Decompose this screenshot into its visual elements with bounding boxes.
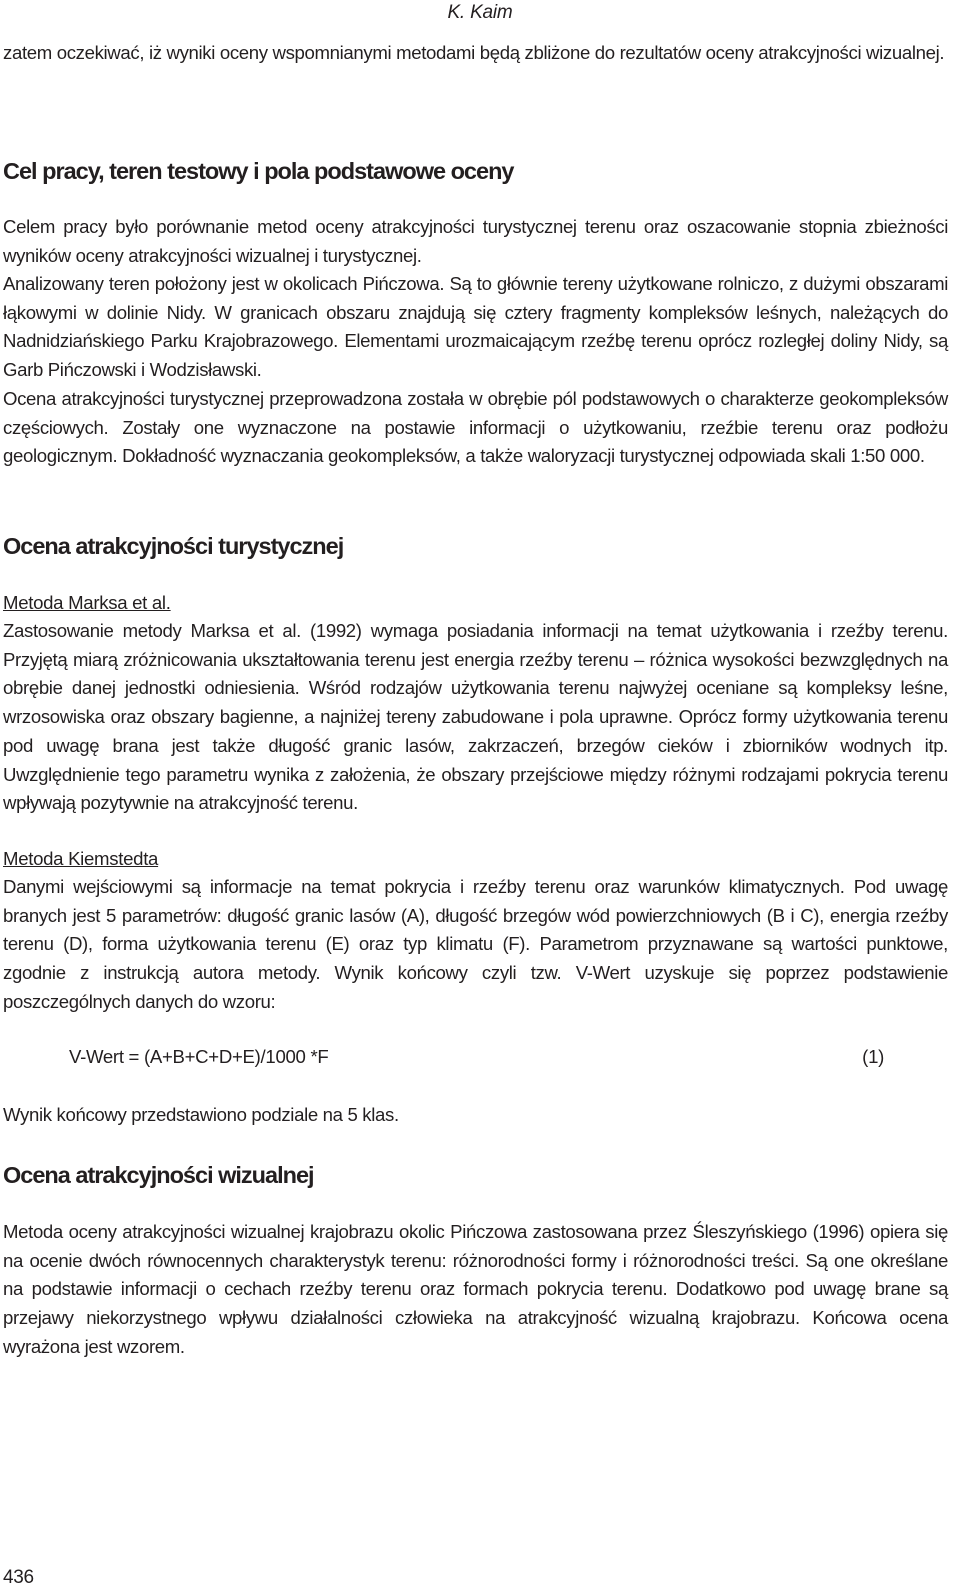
- page-number: 436: [3, 1567, 34, 1588]
- section-heading-goal: Cel pracy, teren testowy i pola podstawowe oceny: [3, 158, 514, 184]
- paragraph-result-classes: Wynik końcowy przedstawiono podziale na 5 klas.: [3, 1104, 399, 1125]
- method-title-kiemstedt: Metoda Kiemstedta: [3, 848, 159, 869]
- running-head: K. Kaim: [447, 2, 513, 23]
- formula-number: (1): [862, 1046, 884, 1067]
- section-heading-visual-attractiveness: Ocena atrakcyjności wizualnej: [3, 1162, 314, 1188]
- intro-paragraph: zatem oczekiwać, iż wyniki oceny wspomnianymi metodami będą zbliżone do rezultatów oceny atrakcyjności wizualnej.: [3, 42, 945, 63]
- paragraph-assessment-units: Ocena atrakcyjności turystycznej przeprowadzona została w obrębie pól podstawowych o charakterze geokompleksów częściowych. Zostały one wyznaczone na postawie informacji o użytkowaniu, rzeźbie terenu oraz podłożu geologicznym. Dokładność wyznaczania geokompleksów, a także waloryzacji turystycznej odpowiada skali 1:50 000.: [3, 388, 948, 467]
- section-heading-tourist-attractiveness: Ocena atrakcyjności turystycznej: [3, 533, 344, 559]
- paragraph-visual-method: Metoda oceny atrakcyjności wizualnej krajobrazu okolic Pińczowa zastosowana przez Śleszyńskiego (1996) opiera się na ocenie dwóch równocennych charakterystyk terenu: różnorodności formy i różnorodności treści. Są one określane na podstawie informacji o cechach rzeźby terenu oraz formach pokrycia terenu. Dodatkowo pod uwagę brane są przejawy niekorzystnego wpływu działalności człowieka na atrakcyjność wizualną krajobrazu. Końcowa ocena wyrażona jest wzorem.: [3, 1221, 948, 1357]
- paragraph-method-marks: Zastosowanie metody Marksa et al. (1992) wymaga posiadania informacji na temat użytkowania i rzeźby terenu. Przyjętą miarą zróżnicowania ukształtowania terenu jest energia rzeźby terenu – różnica wysokości bezwzględnych na obrębie danej jednostki odniesienia. Wśród rodzajów użytkowania terenu najwyżej oceniane są kompleksy leśne, wrzosowiska oraz obszary bagienne, a najniżej tereny zabudowane i pola uprawne. Oprócz formy użytkowania terenu pod uwagę brana jest także długość granic lasów, zakrzaczeń, brzegów cieków i zbiorników wodnych itp. Uwzględnienie tego parametru wynika z założenia, że obszary przejściowe między różnymi rodzajami pokrycia terenu wpływają pozytywnie na atrakcyjność terenu.: [3, 620, 948, 814]
- method-title-marks: Metoda Marksa et al.: [3, 592, 171, 613]
- formula-text: V-Wert = (A+B+C+D+E)/1000 *F: [69, 1046, 329, 1067]
- paragraph-study-area: Analizowany teren położony jest w okolicach Pińczowa. Są to głównie tereny użytkowane rolniczo, z dużymi obszarami łąkowymi w dolinie Nidy. W granicach obszaru znajdują się cztery fragmenty kompleksów leśnych, należących do Nadnidziańskiego Parku Krajobrazowego. Elementami urozmaicającym rzeźbę terenu oprócz rozległej doliny Nidy, są Garb Pińczowski i Wodzisławski.: [3, 273, 948, 381]
- formula-v-wert: [69, 1043, 884, 1071]
- paragraph-goal: Celem pracy było porównanie metod oceny atrakcyjności turystycznej terenu oraz oszacowanie stopnia zbieżności wyników oceny atrakcyjności wizualnej i turystycznej.: [3, 216, 948, 266]
- paragraph-method-kiemstedt: Danymi wejściowymi są informacje na temat pokrycia i rzeźby terenu oraz warunków klimatycznych. Pod uwagę branych jest 5 parametrów: długość granic lasów (A), długość brzegów wód powierzchniowych (B i C), energia rzeźby terenu (D), forma użytkowania terenu (E) oraz typ klimatu (F). Parametrom przyznawane są wartości punktowe, zgodnie z instrukcją autora metody. Wynik końcowy czyli tzw. V-Wert uzyskuje się poprzez podstawienie poszczególnych danych do wzoru:: [3, 876, 948, 1012]
